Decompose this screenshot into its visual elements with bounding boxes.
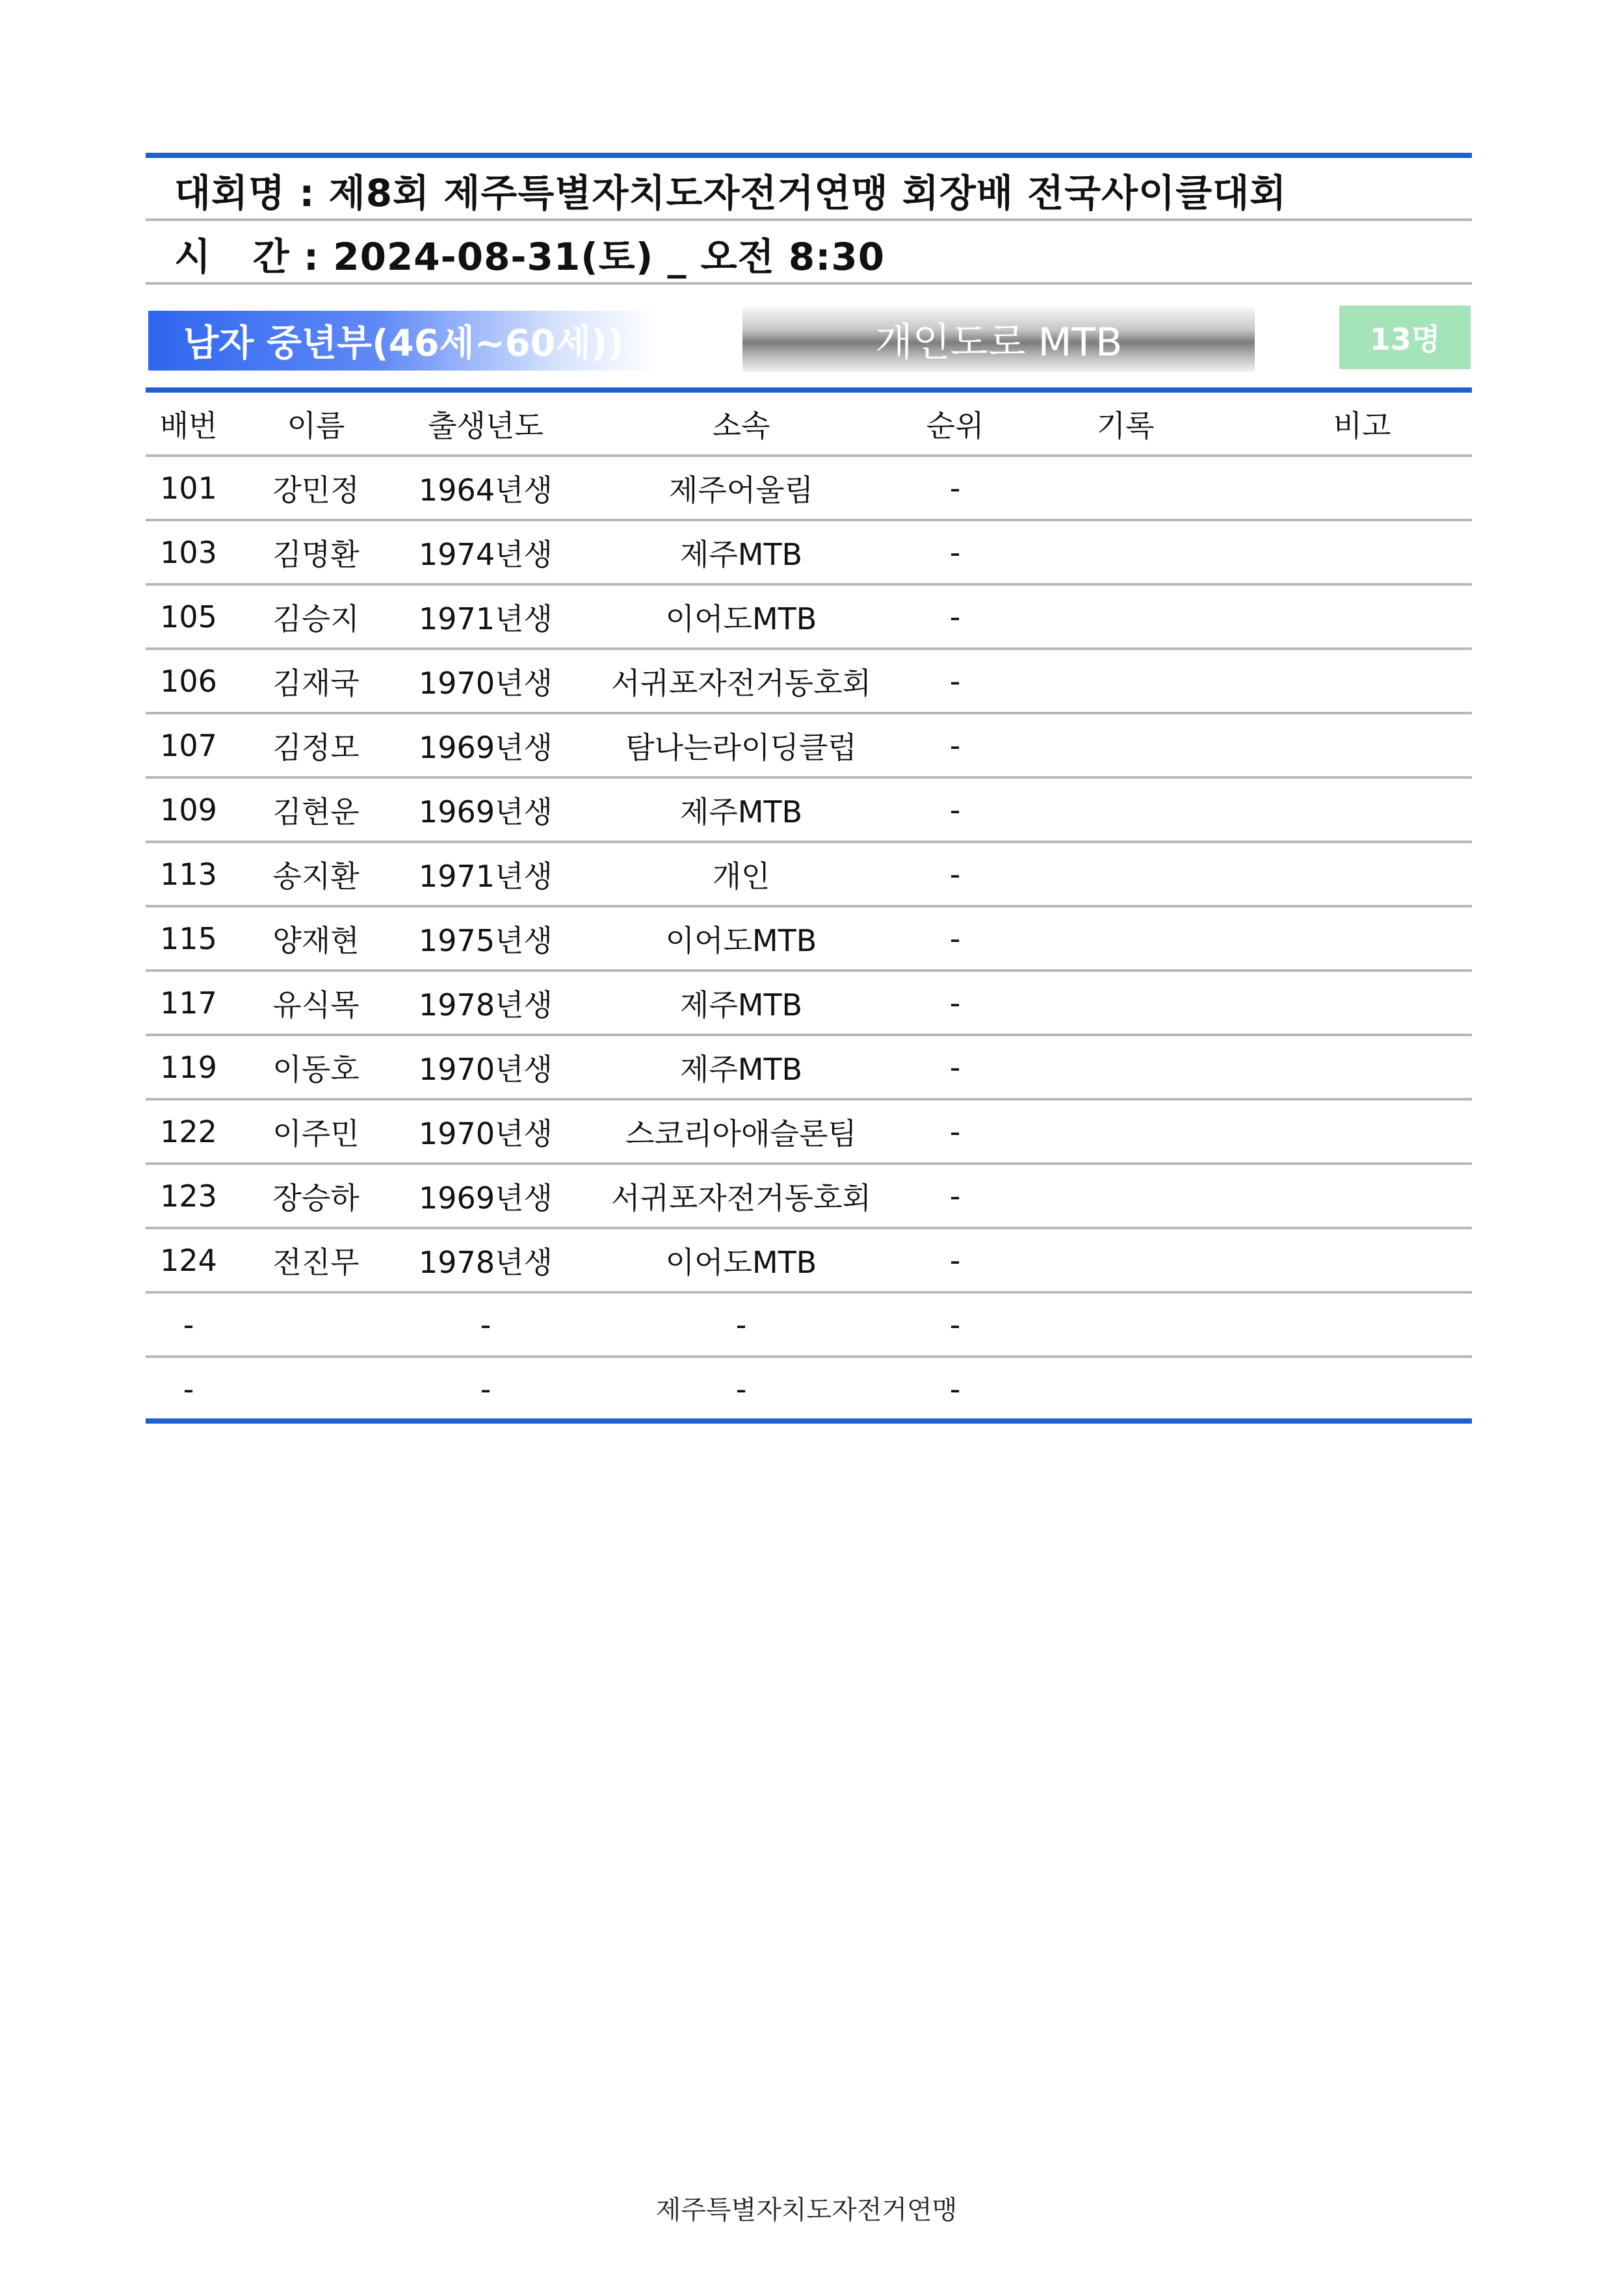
bib-number-cell: - — [183, 1371, 194, 1407]
birth-year-cell: 1978년생 — [400, 1228, 571, 1292]
note-cell — [1252, 1164, 1472, 1228]
bib-number-cell: - — [146, 1292, 231, 1357]
name-cell: 전진무 — [231, 1228, 400, 1292]
rank-cell: - — [911, 971, 999, 1035]
table-row — [146, 906, 1472, 971]
birth-year-cell: 1971년생 — [400, 584, 571, 649]
bib-number-cell: 117 — [146, 971, 231, 1035]
table-row — [146, 1228, 1472, 1292]
table-row — [146, 456, 1472, 520]
table-bottom-rule — [146, 1418, 1472, 1424]
team-cell: 탐나는라이딩클럽 — [571, 713, 911, 777]
birth-year-cell: 1975년생 — [400, 906, 571, 971]
team-cell: 제주MTB — [571, 520, 911, 584]
note-cell — [1252, 1228, 1472, 1292]
rank-cell: - — [911, 584, 999, 649]
column-header: 출생년도 — [400, 393, 571, 456]
bib-number-cell: 119 — [146, 1035, 231, 1099]
table-top-rule — [146, 387, 1472, 393]
note-cell — [1252, 777, 1472, 842]
event-title: 대회명 : 제8회 제주특별자치도자전거연맹 회장배 전국사이클대회 — [174, 171, 1287, 215]
record-cell — [999, 971, 1252, 1035]
table-row — [146, 1292, 1472, 1357]
rank-cell: - — [911, 456, 999, 520]
table-row — [146, 520, 1472, 584]
team-cell: 서귀포자전거동호회 — [571, 1164, 911, 1228]
record-cell — [999, 520, 1252, 584]
table-row — [146, 649, 1472, 713]
team-cell: 이어도MTB — [571, 906, 911, 971]
birth-year-cell: 1970년생 — [400, 649, 571, 713]
team-cell: 제주MTB — [571, 777, 911, 842]
header-divider — [146, 218, 1472, 221]
race-type-badge — [742, 307, 1255, 372]
team-cell: 서귀포자전거동호회 — [571, 649, 911, 713]
note-cell — [1252, 713, 1472, 777]
team-cell: 제주MTB — [571, 971, 911, 1035]
table-row — [146, 1164, 1472, 1228]
rank-cell: - — [911, 1035, 999, 1099]
column-header: 이름 — [231, 393, 400, 456]
name-cell: 이동호 — [231, 1035, 400, 1099]
record-cell — [999, 713, 1252, 777]
name-cell: 김현운 — [231, 777, 400, 842]
column-header: 순위 — [911, 393, 999, 456]
team-cell: 개인 — [571, 842, 911, 906]
name-cell: 양재현 — [231, 906, 400, 971]
bib-number-cell: 106 — [146, 649, 231, 713]
birth-year-cell: 1969년생 — [400, 713, 571, 777]
note-cell — [1252, 971, 1472, 1035]
record-cell — [999, 1164, 1252, 1228]
table-row — [146, 842, 1472, 906]
note-cell — [1252, 520, 1472, 584]
name-cell: 강민정 — [231, 456, 400, 520]
division-badge — [148, 311, 659, 371]
rank-cell: - — [949, 1371, 961, 1407]
record-cell — [999, 456, 1252, 520]
birth-year-cell: 1969년생 — [400, 777, 571, 842]
birth-year-cell: - — [400, 1292, 571, 1357]
bib-number-cell: 101 — [146, 456, 231, 520]
entry-table — [146, 393, 1472, 1420]
bib-number-cell: 115 — [146, 906, 231, 971]
team-cell: 이어도MTB — [571, 1228, 911, 1292]
name-cell: 유식목 — [231, 971, 400, 1035]
team-cell: - — [735, 1371, 747, 1407]
bib-number-cell: 109 — [146, 777, 231, 842]
race-type-label: 개인도로 MTB — [874, 320, 1123, 365]
column-header: 배번 — [146, 393, 231, 456]
record-cell — [999, 1099, 1252, 1164]
birth-year-cell: 1969년생 — [400, 1164, 571, 1228]
record-cell — [999, 906, 1252, 971]
bib-number-cell: 123 — [146, 1164, 231, 1228]
note-cell — [1252, 906, 1472, 971]
note-cell — [1252, 1099, 1472, 1164]
rank-cell: - — [911, 842, 999, 906]
note-cell — [1252, 584, 1472, 649]
birth-year-cell: 1970년생 — [400, 1099, 571, 1164]
record-cell — [999, 777, 1252, 842]
name-cell: 김승지 — [231, 584, 400, 649]
table-row — [146, 777, 1472, 842]
bib-number-cell: 107 — [146, 713, 231, 777]
birth-year-cell: - — [480, 1371, 492, 1407]
name-cell: 장승하 — [231, 1164, 400, 1228]
note-cell — [1252, 1035, 1472, 1099]
note-cell — [1252, 456, 1472, 520]
table-row — [146, 1357, 1472, 1420]
team-cell: 이어도MTB — [571, 584, 911, 649]
top-blue-rule — [146, 153, 1472, 158]
rank-cell: - — [911, 1292, 999, 1357]
column-header: 비고 — [1252, 393, 1472, 456]
record-cell — [999, 842, 1252, 906]
rank-cell: - — [911, 1228, 999, 1292]
record-cell — [999, 649, 1252, 713]
rank-cell: - — [911, 1164, 999, 1228]
record-cell — [999, 1035, 1252, 1099]
bib-number-cell: 103 — [146, 520, 231, 584]
name-cell: 이주민 — [231, 1099, 400, 1164]
rank-cell: - — [911, 1099, 999, 1164]
note-cell — [1252, 1357, 1472, 1420]
table-row — [146, 713, 1472, 777]
bib-number-cell: 124 — [146, 1228, 231, 1292]
rank-cell: - — [911, 713, 999, 777]
table-row — [146, 1035, 1472, 1099]
column-header: 기록 — [999, 393, 1252, 456]
birth-year-cell: 1970년생 — [400, 1035, 571, 1099]
team-cell: 스코리아애슬론팀 — [571, 1099, 911, 1164]
note-cell — [1252, 649, 1472, 713]
name-cell: 김정모 — [231, 713, 400, 777]
bib-number-cell: 105 — [146, 584, 231, 649]
name-cell: 김재국 — [231, 649, 400, 713]
note-cell — [1252, 1292, 1472, 1357]
record-cell — [999, 1357, 1252, 1420]
note-cell — [1252, 842, 1472, 906]
division-label: 남자 중년부(46세~60세)) — [183, 322, 624, 365]
event-time: 시 간 : 2024-08-31(토) _ 오전 8:30 — [174, 235, 885, 279]
rank-cell: - — [911, 520, 999, 584]
name-cell — [231, 1357, 400, 1420]
record-cell — [999, 1228, 1252, 1292]
name-cell — [231, 1292, 400, 1357]
participant-count: 13명 — [1369, 322, 1441, 357]
rank-cell: - — [911, 777, 999, 842]
rank-cell: - — [911, 649, 999, 713]
birth-year-cell: 1971년생 — [400, 842, 571, 906]
team-cell: 제주어울림 — [571, 456, 911, 520]
table-row — [146, 584, 1472, 649]
table-header-row — [146, 393, 1472, 456]
record-cell — [999, 1292, 1252, 1357]
team-cell: - — [571, 1292, 911, 1357]
header-divider-2 — [146, 282, 1472, 285]
bib-number-cell: 122 — [146, 1099, 231, 1164]
name-cell: 송지환 — [231, 842, 400, 906]
bib-number-cell: 113 — [146, 842, 231, 906]
birth-year-cell: 1978년생 — [400, 971, 571, 1035]
team-cell: 제주MTB — [571, 1035, 911, 1099]
column-header: 소속 — [571, 393, 911, 456]
record-cell — [999, 584, 1252, 649]
name-cell: 김명환 — [231, 520, 400, 584]
table-row — [146, 1099, 1472, 1164]
table-row — [146, 971, 1472, 1035]
birth-year-cell: 1974년생 — [400, 520, 571, 584]
footer-organization: 제주특별자치도자전거연맹 — [655, 2195, 958, 2225]
participant-count-badge — [1339, 306, 1471, 369]
rank-cell: - — [911, 906, 999, 971]
birth-year-cell: 1964년생 — [400, 456, 571, 520]
